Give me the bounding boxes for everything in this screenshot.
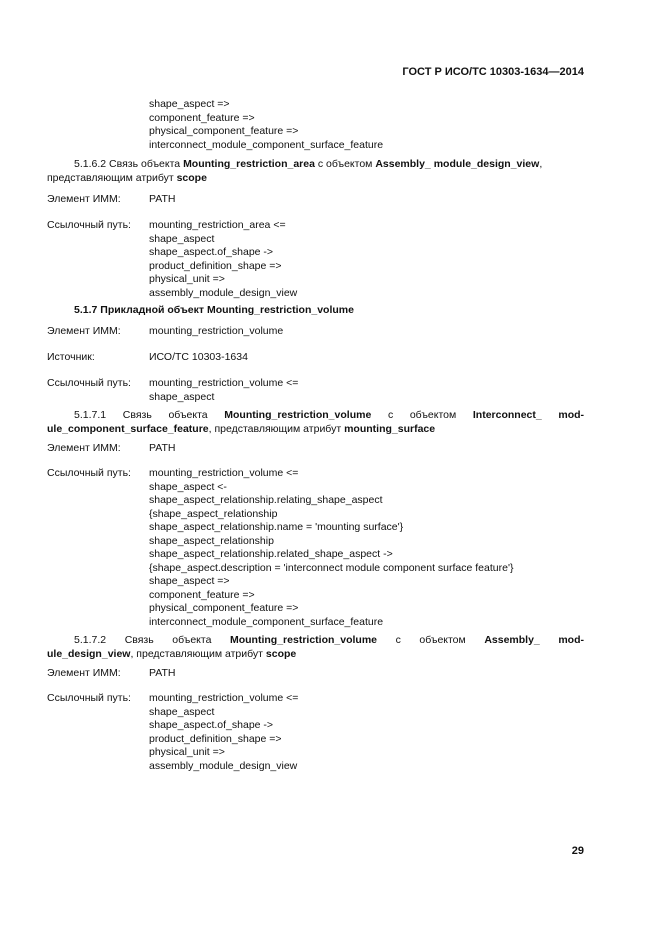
elem-label: Элемент ИММ:	[47, 325, 121, 337]
path-line: mounting_restriction_area <=	[149, 219, 286, 231]
clause-text: Связь объекта	[109, 158, 181, 170]
ref-label: Ссылочный путь:	[47, 377, 131, 389]
path-line: shape_aspect_relationship	[149, 534, 274, 547]
clause-text: ,	[539, 158, 543, 170]
path-line: shape_aspect.of_shape ->	[149, 246, 274, 258]
clause-text: объекта	[172, 634, 212, 646]
path-line: {shape_aspect.description = 'interconnect module component surface feature'}	[149, 561, 514, 574]
target-object-cont: ule_design_view	[47, 647, 131, 660]
clause-text: , представляющим атрибут	[208, 422, 342, 435]
section-517-heading	[47, 304, 584, 318]
top-path-block	[149, 98, 383, 152]
path-line: {shape_aspect_relationship	[149, 507, 278, 520]
object-name: Mounting_restriction_area	[183, 158, 315, 170]
target-object-cont: ule_component_surface_feature	[47, 422, 209, 435]
object-name: Mounting_restriction_volume	[229, 634, 377, 646]
path-line: physical_unit =>	[149, 746, 225, 758]
source-label: Источник:	[47, 351, 95, 363]
elem-value: PATH	[149, 667, 176, 679]
clause-text: с объектом	[317, 158, 373, 170]
path-line: assembly_module_design_view	[149, 286, 298, 299]
elem-value: mounting_restriction_volume	[149, 325, 284, 337]
section-5162-paragraph	[47, 158, 584, 185]
target-object: Assembly_ module_design_view	[375, 158, 540, 170]
object-name: Mounting_restriction_volume	[224, 409, 372, 421]
path-line: shape_aspect <-	[149, 480, 227, 493]
target-object-hyphen: mod-	[558, 634, 584, 646]
clause-number: 5.1.7.1	[74, 409, 107, 421]
section-heading: 5.1.7 Прикладной объект Mounting_restriction_volume	[74, 304, 354, 316]
path-line: interconnect_module_component_surface_feature	[149, 615, 384, 628]
path-line: component_feature =>	[149, 111, 255, 124]
path-line: physical_unit =>	[149, 273, 225, 285]
target-object: Interconnect_	[472, 409, 542, 421]
path-line: product_definition_shape =>	[149, 732, 282, 745]
path-line: shape_aspect	[149, 232, 215, 245]
path-line: shape_aspect_relationship.relating_shape_aspect	[149, 494, 383, 506]
ref-path-block	[149, 377, 298, 404]
ref-label: Ссылочный путь:	[47, 692, 131, 704]
ref-path-block	[149, 219, 297, 300]
ref-path-block	[149, 467, 513, 629]
path-line: interconnect_module_component_surface_feature	[149, 138, 384, 151]
attribute-name: scope	[265, 647, 297, 660]
ref-label: Ссылочный путь:	[47, 467, 131, 479]
path-line: assembly_module_design_view	[149, 759, 298, 772]
elem-value: PATH	[149, 193, 176, 205]
clause-text: Связь	[122, 409, 152, 421]
elem-label: Элемент ИММ:	[47, 667, 121, 679]
path-line: mounting_restriction_volume <=	[149, 692, 299, 704]
path-line: shape_aspect.of_shape ->	[149, 719, 274, 731]
path-line: shape_aspect_relationship.name = 'mounting surface'}	[149, 521, 404, 533]
clause-text: Связь	[124, 634, 154, 646]
target-object: Assembly_	[484, 634, 540, 646]
path-line: shape_aspect	[149, 390, 215, 403]
elem-label: Элемент ИММ:	[47, 193, 121, 205]
clause-text: , представляющим атрибут	[130, 647, 263, 660]
path-line: mounting_restriction_volume <=	[149, 377, 299, 389]
standard-header: ГОСТ Р ИСО/ТС 10303-1634—2014	[402, 66, 584, 78]
section-5172-paragraph	[47, 634, 584, 661]
clause-text: объекта	[168, 409, 208, 421]
clause-text: представляющим атрибут	[47, 171, 174, 184]
elem-value: PATH	[149, 442, 176, 454]
clause-number: 5.1.7.2	[74, 634, 107, 646]
section-5171-paragraph	[47, 409, 584, 436]
clause-text: объектом	[419, 634, 466, 646]
source-value: ИСО/ТС 10303-1634	[149, 351, 248, 363]
path-line: physical_component_feature =>	[149, 125, 299, 137]
path-line: mounting_restriction_volume <=	[149, 467, 299, 479]
clause-text: объектом	[409, 409, 457, 421]
path-line: product_definition_shape =>	[149, 259, 282, 272]
path-line: shape_aspect_relationship.related_shape_aspect ->	[149, 548, 393, 560]
clause-text: с	[395, 634, 401, 646]
path-line: component_feature =>	[149, 588, 255, 601]
attribute-name: mounting_surface	[344, 422, 436, 435]
clause-number: 5.1.6.2	[74, 158, 107, 170]
page-number: 29	[571, 845, 584, 857]
path-line: shape_aspect =>	[149, 98, 230, 110]
ref-label: Ссылочный путь:	[47, 219, 131, 231]
target-object-hyphen: mod-	[558, 409, 585, 421]
path-line: physical_component_feature =>	[149, 602, 299, 614]
elem-label: Элемент ИММ:	[47, 442, 121, 454]
ref-path-block	[149, 692, 298, 773]
clause-text: с	[387, 409, 394, 421]
path-line: shape_aspect	[149, 705, 215, 718]
path-line: shape_aspect =>	[149, 575, 230, 587]
attribute-name: scope	[176, 171, 207, 184]
